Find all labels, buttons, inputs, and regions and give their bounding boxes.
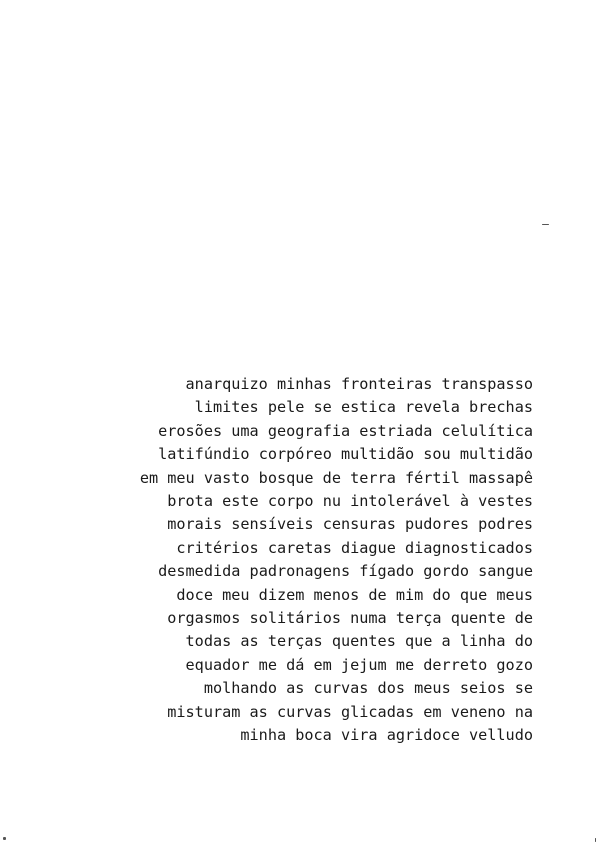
poem-line-13: equador me dá em jejum me derreto gozo [185, 655, 533, 674]
scan-speck [542, 224, 549, 225]
poem-line-12: todas as terças quentes que a linha do [185, 632, 533, 651]
poem-line-16: minha boca vira agridoce velludo [240, 726, 533, 745]
scan-speck [3, 837, 6, 840]
poem-line-10: doce meu dizem menos de mim do que meus [176, 585, 533, 604]
poem-line-2: limites pele se estica revela brechas [194, 398, 533, 417]
poem-line-11: orgasmos solitários numa terça quente de [167, 609, 533, 628]
poem-line-15: misturam as curvas glicadas em veneno na [167, 702, 533, 721]
poem-line-4: latifúndio corpóreo multidão sou multidão [158, 445, 533, 464]
poem-line-3: erosões uma geografia estriada celulítica [158, 421, 533, 440]
poem-line-7: morais sensíveis censuras pudores podres [167, 515, 533, 534]
scan-speck [595, 838, 596, 842]
poem-line-1: anarquizo minhas fronteiras transpasso [185, 375, 533, 393]
poem-line-14: molhando as curvas dos meus seios se [203, 679, 533, 698]
poem-line-8: critérios caretas diague diagnosticados [176, 538, 533, 557]
poem-text [13, 373, 533, 748]
poem-line-6: brota este corpo nu intolerável à vestes [167, 492, 533, 511]
poem-line-5: em meu vasto bosque de terra fértil massapê [139, 468, 533, 487]
poem-line-9: desmedida padronagens fígado gordo sangue [158, 562, 533, 581]
